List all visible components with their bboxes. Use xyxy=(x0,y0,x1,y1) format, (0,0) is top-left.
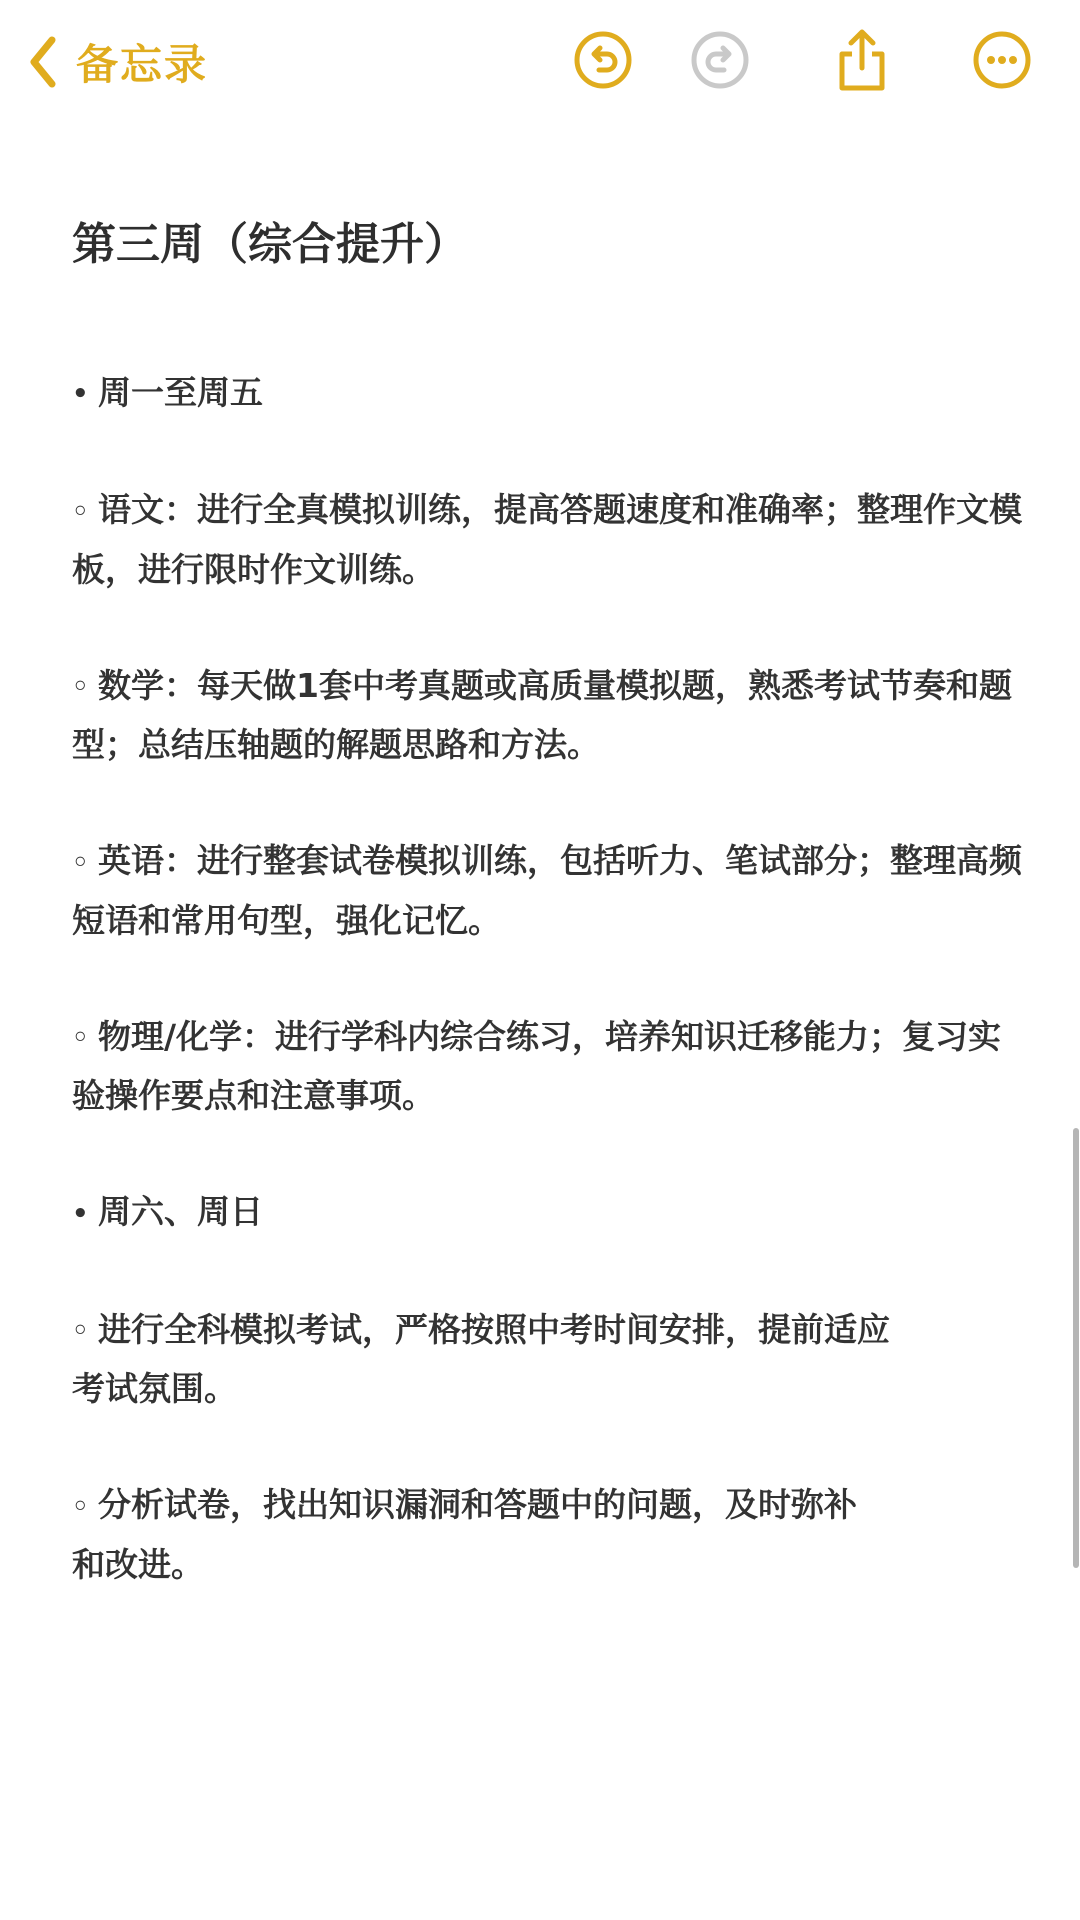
vertical-scrollbar[interactable] xyxy=(1073,1128,1079,1568)
bullet-circle: ◦ xyxy=(72,672,89,703)
list-item-analysis xyxy=(72,1476,1022,1594)
share-button[interactable] xyxy=(830,30,894,94)
list-item-physics-chemistry xyxy=(72,1008,1022,1126)
share-icon xyxy=(834,28,890,96)
bullet-circle: ◦ xyxy=(72,1491,89,1522)
redo-button[interactable] xyxy=(688,30,752,94)
list-item-text: 分析试卷，找出知识漏洞和答题中的问题，及时弥补 和改进。 xyxy=(72,1485,857,1584)
more-icon xyxy=(972,30,1032,94)
back-label: 备忘录 xyxy=(76,40,209,89)
redo-icon xyxy=(690,30,750,94)
list-item-english xyxy=(72,832,1022,950)
list-item-math xyxy=(72,657,1022,775)
list-item-text: 物理/化学：进行学科内综合练习，培养知识迁移能力；复习实验操作要点和注意事项。 xyxy=(72,1016,1002,1116)
bullet-dot: • xyxy=(72,379,89,410)
back-button[interactable] xyxy=(28,30,208,94)
list-item-text: 英语：进行整套试卷模拟训练，包括听力、笔试部分；整理高频短语和常用句型，强化记忆。 xyxy=(72,841,1022,940)
section-weekend xyxy=(72,1183,1022,1243)
bullet-circle: ◦ xyxy=(72,847,89,878)
list-item-text: 语文：进行全真模拟训练，提高答题速度和准确率；整理作文模板，进行限时作文训练。 xyxy=(72,490,1022,589)
list-item-text: 数学：每天做1套中考真题或高质量模拟题，熟悉考试节奏和题型；总结压轴题的解题思路和方法。 xyxy=(72,665,1012,765)
bullet-circle: ◦ xyxy=(72,1316,89,1347)
section-weekdays xyxy=(72,364,1022,424)
bullet-circle: ◦ xyxy=(72,496,89,527)
section-label: 周六、周日 xyxy=(98,1192,263,1232)
undo-icon xyxy=(573,30,633,94)
bullet-circle: ◦ xyxy=(72,1023,89,1054)
undo-button[interactable] xyxy=(571,30,635,94)
list-item-text: 进行全科模拟考试，严格按照中考时间安排，提前适应 考试氛围。 xyxy=(72,1309,890,1409)
notes-toolbar xyxy=(0,0,1080,130)
list-item-mock-exam xyxy=(72,1301,1022,1419)
section-label: 周一至周五 xyxy=(98,372,263,412)
note-title: 第三周（综合提升） xyxy=(72,219,468,270)
bullet-dot: • xyxy=(72,1198,89,1229)
note-body[interactable] xyxy=(72,200,1022,1594)
chevron-left-icon xyxy=(28,36,58,88)
more-button[interactable] xyxy=(970,30,1034,94)
list-item-chinese xyxy=(72,481,1022,599)
